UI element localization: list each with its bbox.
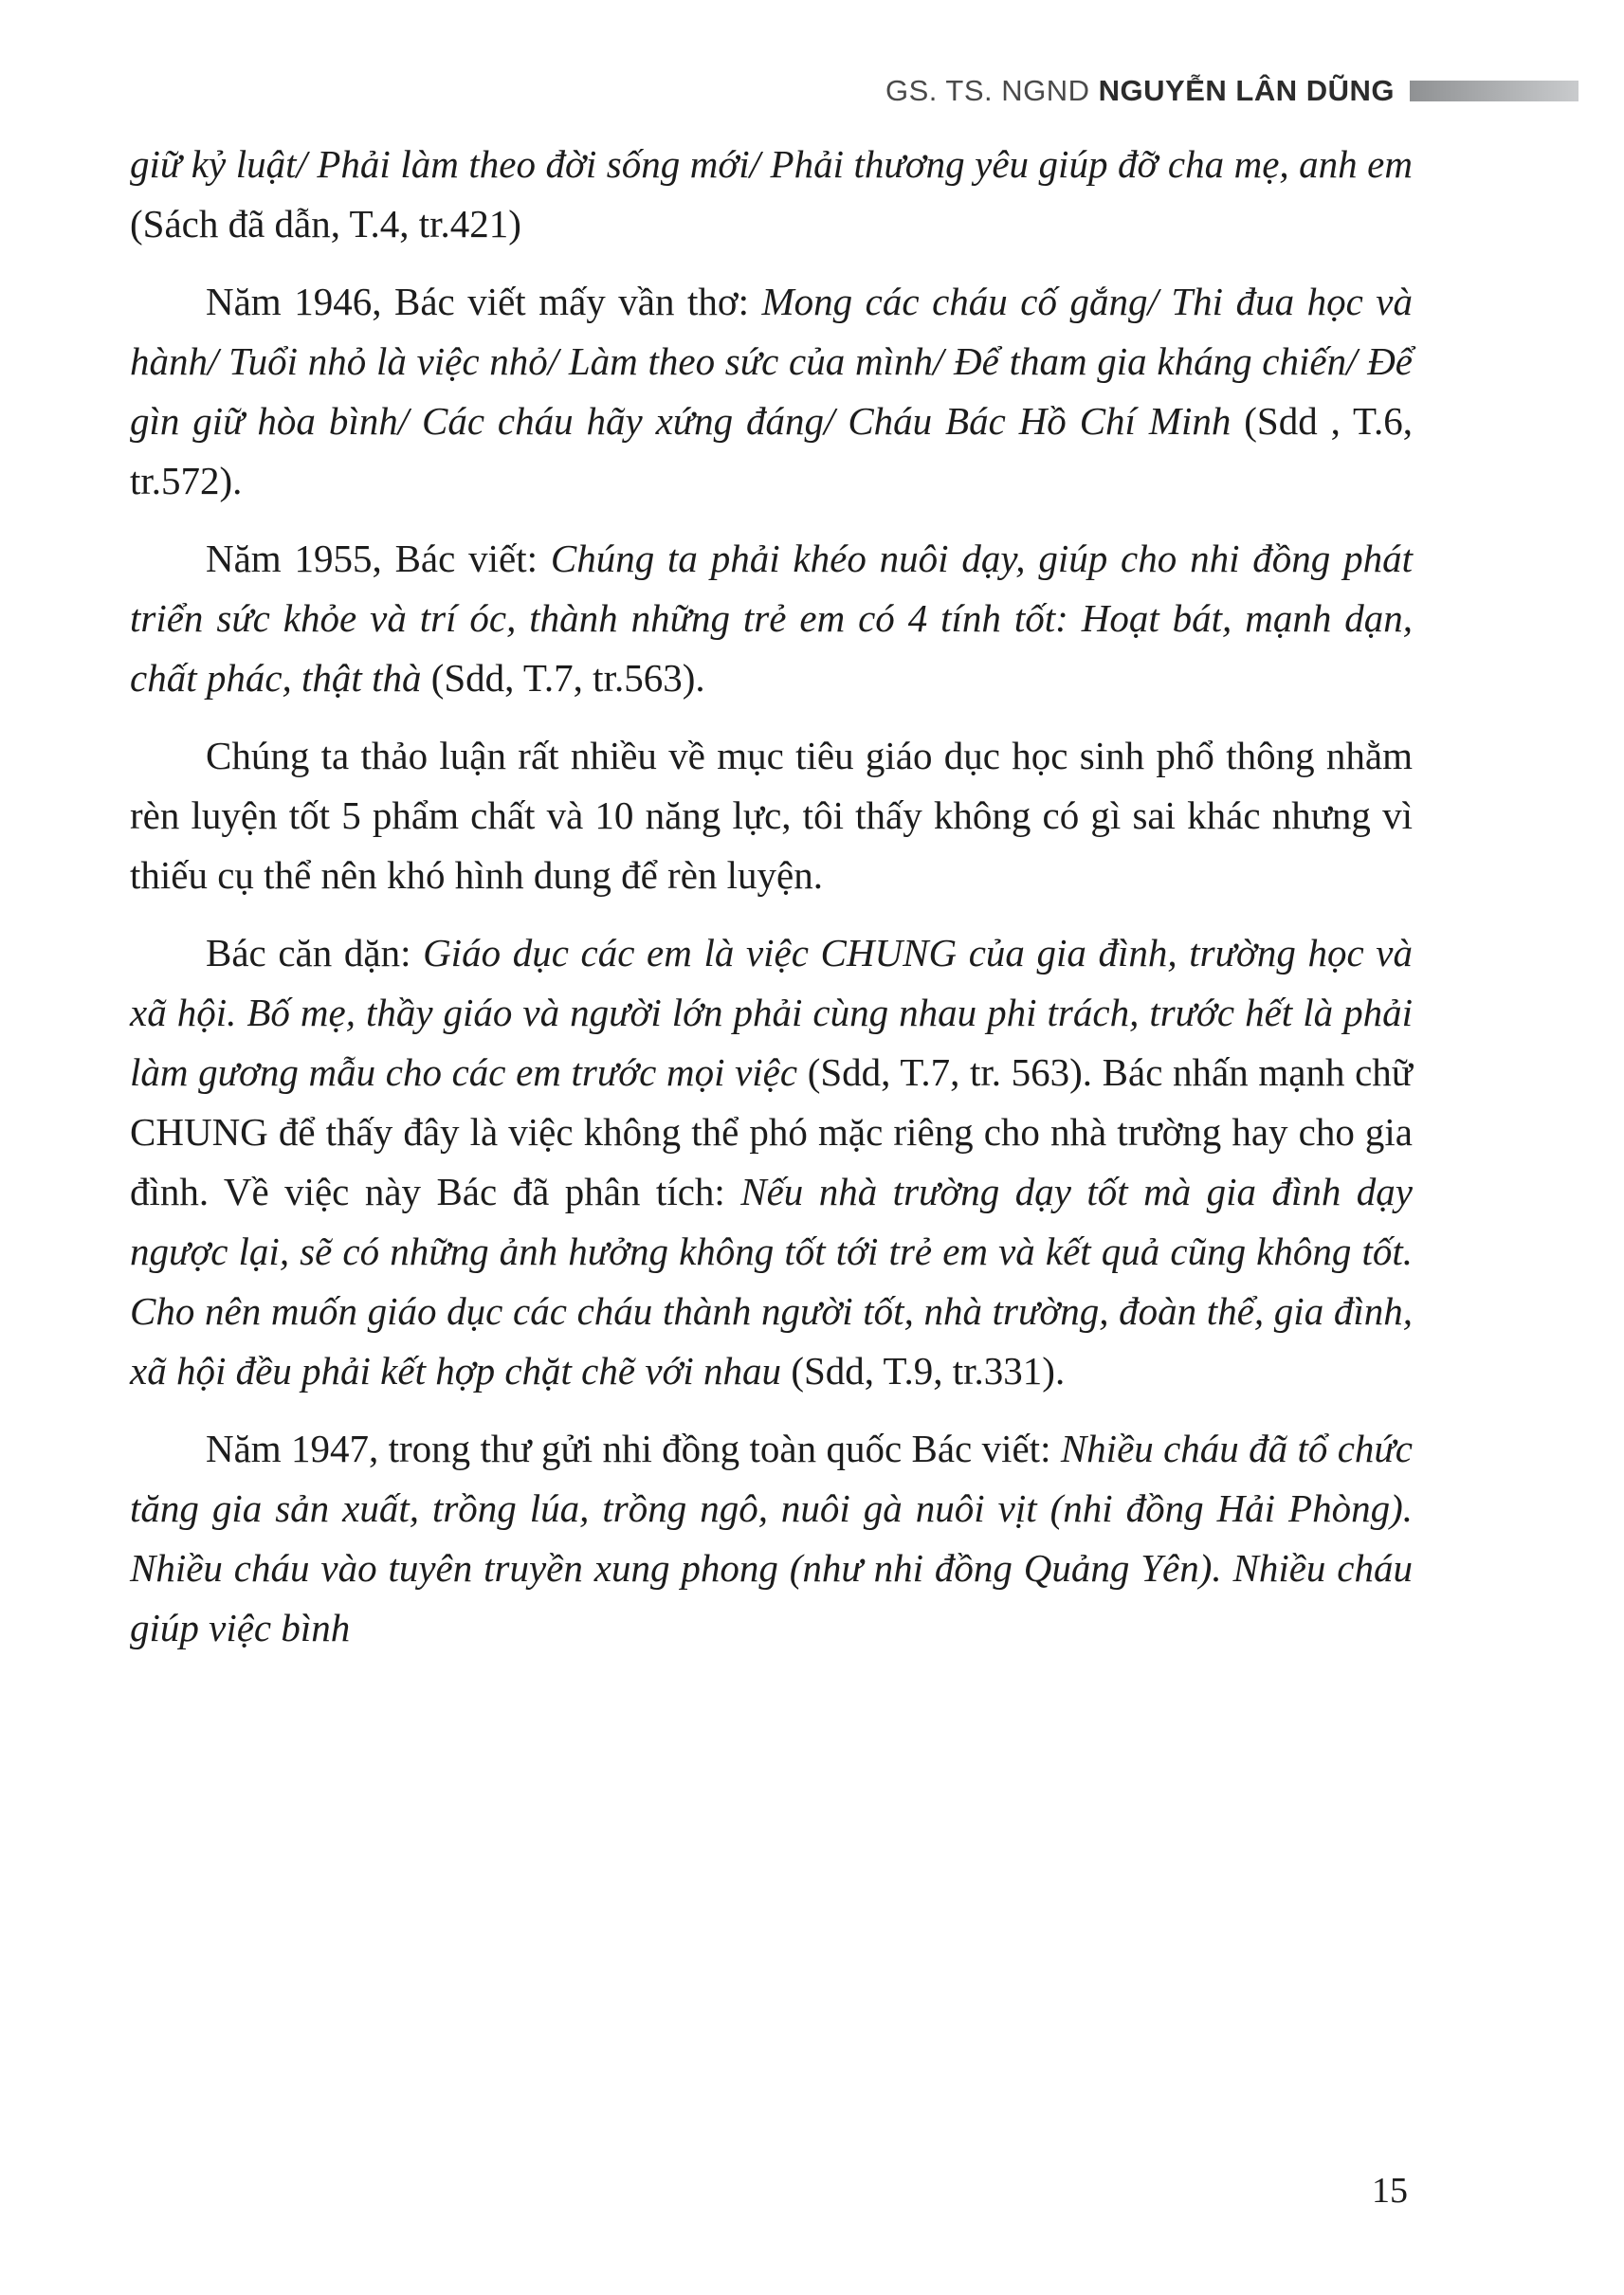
text-run: Bác căn dặn: xyxy=(206,931,424,974)
paragraph xyxy=(130,726,1413,905)
italic-run: Nếu nhà trường dạy tốt mà gia đình dạy ngược lại, sẽ có những ảnh hưởng không tốt tới trẻ em và kết quả cũng không tốt. Cho nên muốn giáo dục các cháu thành người tốt, nhà trường, đoàn thể, gia đình, xã hội đều phải kết hợp chặt chẽ với nhau xyxy=(130,1170,1413,1393)
paragraph xyxy=(130,1419,1413,1658)
page-body xyxy=(130,135,1413,1658)
italic-run: Chúng ta phải khéo nuôi dạy, giúp cho nhi đồng phát triển sức khỏe và trí óc, thành những trẻ em có 4 tính tốt: Hoạt bát, mạnh dạn, chất phác, thật thà xyxy=(130,537,1413,700)
paragraph xyxy=(130,272,1413,511)
text-run: (Sách đã dẫn, T.4, tr.421) xyxy=(130,202,521,246)
author-name: NGUYỄN LÂN DŨNG xyxy=(1098,74,1395,107)
running-header-title xyxy=(885,74,1395,108)
text-run: (Sdd , T.6, tr.572). xyxy=(130,399,1414,502)
text-run: Năm 1947, trong thư gửi nhi đồng toàn quốc Bác viết: xyxy=(206,1427,1061,1470)
italic-run: Mong các cháu cố gắng/ Thi đua học và hành/ Tuổi nhỏ là việc nhỏ/ Làm theo sức của mình/ Để tham gia kháng chiến/ Để gìn giữ hòa bình/ Các cháu hãy xứng đáng/ Cháu Bác Hồ Chí Minh xyxy=(130,280,1413,443)
page-number: 15 xyxy=(1372,2171,1408,2211)
text-run: Năm 1946, Bác viết mấy vần thơ: xyxy=(206,280,762,323)
header-decorative-bar xyxy=(1410,81,1578,101)
paragraph xyxy=(130,529,1413,708)
running-header xyxy=(0,0,1578,108)
author-prefix: GS. TS. NGND xyxy=(885,74,1099,107)
text-run: (Sdd, T.7, tr.563). xyxy=(430,656,705,700)
paragraph xyxy=(130,135,1413,254)
italic-run: Giáo dục các em là việc CHUNG của gia đình, trường học và xã hội. Bố mẹ, thầy giáo và người lớn phải cùng nhau phi trách, trước hết là phải làm gương mẫu cho các em trước mọi việc xyxy=(130,931,1413,1094)
text-run: Chúng ta thảo luận rất nhiều về mục tiêu giáo dục học sinh phổ thông nhằm rèn luyện tốt 5 phẩm chất và 10 năng lực, tôi thấy không có gì sai khác nhưng vì thiếu cụ thể nên khó hình dung để rèn luyện. xyxy=(130,734,1413,897)
paragraph xyxy=(130,923,1413,1401)
italic-run: giữ kỷ luật/ Phải làm theo đời sống mới/ Phải thương yêu giúp đỡ cha mẹ, anh em xyxy=(130,142,1413,186)
text-run: (Sdd, T.7, tr. 563). Bác nhấn mạnh chữ CHUNG để thấy đây là việc không thể phó mặc riêng cho nhà trường hay cho gia đình. Về việc này Bác đã phân tích: xyxy=(130,1050,1413,1213)
text-run: (Sdd, T.9, tr.331). xyxy=(791,1349,1066,1393)
text-run: Năm 1955, Bác viết: xyxy=(206,537,551,580)
italic-run: Nhiều cháu đã tổ chức tăng gia sản xuất, trồng lúa, trồng ngô, nuôi gà nuôi vịt (nhi đồng Hải Phòng). Nhiều cháu vào tuyên truyền xung phong (như nhi đồng Quảng Yên). Nhiều cháu giúp việc bình xyxy=(130,1427,1413,1649)
